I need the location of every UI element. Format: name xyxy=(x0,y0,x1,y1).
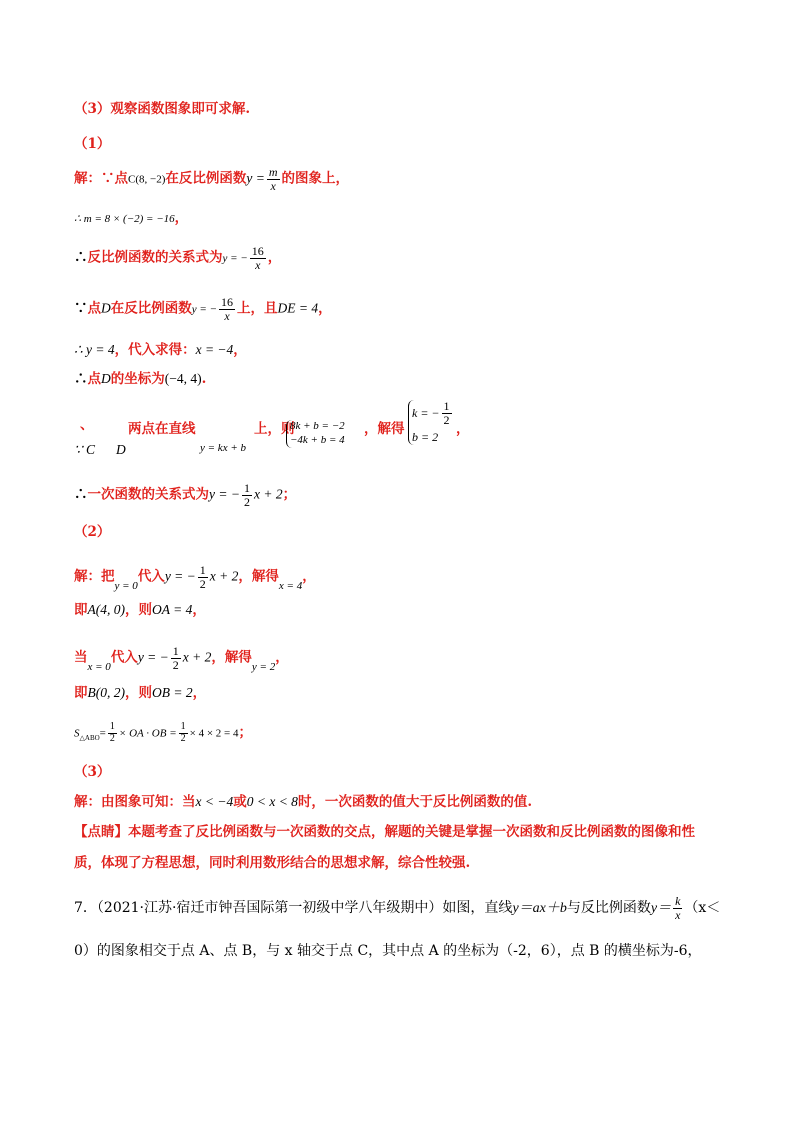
l2-end: ， xyxy=(174,210,189,226)
l10-point: A(4, 0) xyxy=(87,602,125,617)
l11-when: 当 xyxy=(74,649,88,666)
l14-text: 解：由图象可知：当 xyxy=(74,794,196,810)
l7-result: k = − $\frac{1}{2}$ b = 2 xyxy=(408,400,454,445)
l5-text: ，代入求得： xyxy=(114,342,196,358)
l4-de: DE = 4 xyxy=(277,300,319,316)
l1-eq: y = xyxy=(246,170,265,186)
l3-end: ， xyxy=(267,249,282,266)
l11-rest: x + 2 xyxy=(182,649,212,665)
l8-fraction: $\frac{1}{2}$ xyxy=(243,481,250,509)
l9-x4: x = 4 xyxy=(278,579,303,592)
l10-end: ， xyxy=(192,602,206,618)
l7-then: 上，则 xyxy=(254,421,295,437)
l13-eq: = xyxy=(99,727,106,740)
l3-therefore: ∴ xyxy=(74,249,88,266)
solution-line-6 xyxy=(74,372,206,387)
l7-text: 两点在直线 xyxy=(128,421,196,437)
l3-text: 反比例函数的关系式为 xyxy=(87,249,223,266)
l1-label: 解： xyxy=(74,170,101,187)
q7-line: y＝ax＋b xyxy=(512,901,567,917)
l6-D: D xyxy=(101,371,111,386)
l1-because: ∵点 xyxy=(101,170,128,187)
l12-point: B(0, 2) xyxy=(87,685,125,700)
l13-s: S xyxy=(74,727,80,740)
l3-fraction: $\frac{16}{x}$ xyxy=(251,244,264,272)
comment-line-2: 质，体现了方程思想，同时利用数形结合的思想求解，综合性较强. xyxy=(74,855,471,871)
l9-eq: y = − xyxy=(164,568,196,584)
q7-fraction: $\frac{k}{x}$ xyxy=(675,894,681,922)
l9-rest: x + 2 xyxy=(209,568,239,584)
part3-title: （3） xyxy=(74,764,111,780)
l9-fraction: $\frac{1}{2}$ xyxy=(199,563,206,591)
problem-7-line-1 xyxy=(74,895,720,921)
part1-title: （1） xyxy=(74,136,111,152)
l5-end: ， xyxy=(233,342,247,358)
l14-cond2: 0 < x < 8 xyxy=(246,794,298,809)
l12-ji: 即 xyxy=(74,685,88,701)
l11-sub: 代入 xyxy=(110,649,138,666)
l11-eq: y = − xyxy=(137,649,169,665)
l10-ji: 即 xyxy=(74,602,88,618)
l8-text: 一次函数的关系式为 xyxy=(87,486,209,503)
solution-line-12 xyxy=(74,686,206,701)
l10-oa: OA = 4 xyxy=(152,602,193,617)
solution-line-8 xyxy=(74,482,296,508)
l13-end: ； xyxy=(238,724,252,741)
l7-system: 8k + b = −2 −4k + b = 4 xyxy=(286,420,345,448)
l6-text: 的坐标为 xyxy=(110,371,165,387)
solution-line-1 xyxy=(74,166,349,192)
solution-line-3 xyxy=(74,245,281,271)
solution-line-14 xyxy=(74,795,532,810)
l11-end: ， xyxy=(275,649,289,666)
l9-y0: y = 0 xyxy=(114,579,138,592)
q7-text2: 与反比例函数 xyxy=(566,900,651,917)
l6-dian: 点 xyxy=(87,371,101,387)
l4-end: ， xyxy=(318,300,332,317)
l4-D: D xyxy=(101,300,111,316)
l14-or: 或 xyxy=(233,794,247,810)
l12-end: ， xyxy=(192,685,207,701)
problem-7-line-2: 0）的图象相交于点 A、点 B，与 x 轴交于点 C，其中点 A 的坐标为（-2，6），点 B 的横坐标为-6， xyxy=(74,943,702,959)
l13-mid: × OA · OB = xyxy=(118,727,177,740)
l1-point: C(8, −2) xyxy=(128,173,166,186)
l5-x: x = −4 xyxy=(195,342,234,357)
l10-then: ，则 xyxy=(125,602,152,618)
comment-line-1: 【点睛】本题考查了反比例函数与一次函数的交点，解题的关键是掌握一次函数和反比例函数的图像和性 xyxy=(74,824,695,840)
l11-y2: y = 2 xyxy=(251,660,276,673)
l7-solve: ，解得 xyxy=(364,421,405,437)
solution-line-13 xyxy=(74,722,252,744)
l6-point: (−4, 4) xyxy=(164,371,202,386)
l13-rest: × 4 × 2 = 4 xyxy=(189,727,239,740)
l9-solve: ，解得 xyxy=(238,568,279,585)
l13-fraction-1: $\frac{1}{2}$ xyxy=(109,721,115,744)
l11-x0: x = 0 xyxy=(87,660,111,673)
l4-fraction: $\frac{16}{x}$ xyxy=(220,295,233,323)
l12-then: ，则 xyxy=(125,685,152,701)
l4-because: ∵ xyxy=(74,300,88,317)
l1-tail: 的图象上， xyxy=(281,170,350,187)
l8-rest: x + 2 xyxy=(253,486,283,502)
solution-line-4 xyxy=(74,296,332,322)
l11-fraction: $\frac{1}{2}$ xyxy=(172,644,179,672)
l7-comma: 、 xyxy=(80,417,94,433)
l9-end: ， xyxy=(302,568,316,585)
l12-ob: OB = 2 xyxy=(152,685,193,700)
q7-eq: y＝ xyxy=(650,901,672,917)
l4-text2: 上，且 xyxy=(236,300,278,317)
solution-line-9 xyxy=(74,564,316,590)
l4-text: 在反比例函数 xyxy=(110,300,192,317)
l4-eq: y = − xyxy=(191,303,217,316)
l6-therefore: ∴ xyxy=(74,371,88,387)
part2-title: （2） xyxy=(74,524,111,540)
l7-end: ， xyxy=(456,421,470,437)
l9-text: 解：把 xyxy=(74,568,115,585)
l3-eq: y = − xyxy=(222,252,248,265)
part3-hint: （3）观察函数图象即可求解. xyxy=(74,101,251,117)
l7-line: y = kx + b xyxy=(200,442,246,454)
l13-sub: △ABO xyxy=(79,733,100,742)
l7-because: ∵ C xyxy=(74,442,95,457)
l8-end: ； xyxy=(282,486,297,503)
l14-cond1: x < −4 xyxy=(195,794,234,809)
l14-tail: 时，一次函数的值大于反比例函数的值. xyxy=(297,794,533,810)
solution-line-5 xyxy=(74,343,247,358)
l11-solve: ，解得 xyxy=(211,649,252,666)
q7-text: 7．（2021·江苏·宿迁市钟吾国际第一初级中学八年级期中）如图，直线 xyxy=(74,900,513,917)
l1-fraction: $\frac{m}{x}$ xyxy=(268,165,278,193)
l9-sub: 代入 xyxy=(137,568,165,585)
l5-y4: ∴ y = 4 xyxy=(74,342,115,357)
solution-line-11 xyxy=(74,645,289,671)
l7-D: D xyxy=(116,442,126,457)
l4-text-dian: 点 xyxy=(87,300,101,317)
l13-fraction-2: $\frac{1}{2}$ xyxy=(180,721,186,744)
q7-cond: （x＜ xyxy=(684,900,721,917)
l6-end: . xyxy=(201,371,207,387)
solution-line-2 xyxy=(74,212,188,226)
l8-therefore: ∴ xyxy=(74,486,88,503)
solution-line-10 xyxy=(74,603,206,618)
l1-text: 在反比例函数 xyxy=(165,170,247,187)
l8-eq: y = − xyxy=(209,486,240,502)
l2-math: ∴ m = 8 × (−2) = −16 xyxy=(74,213,175,225)
